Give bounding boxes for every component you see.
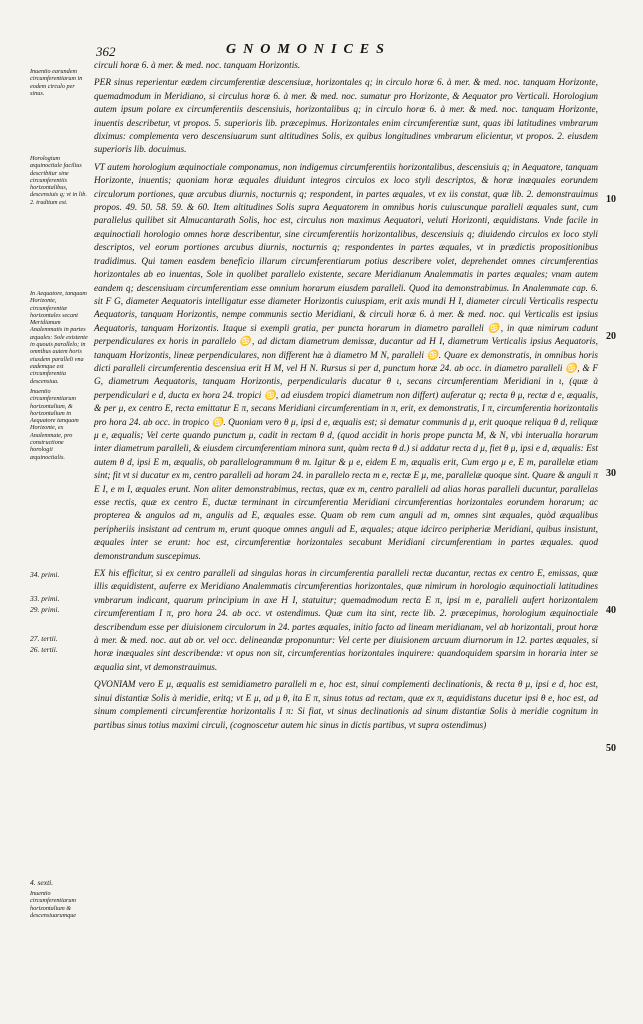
margin-reference: 27. tertii. — [30, 634, 58, 643]
margin-note: Inuentio circumferentiarum horizontalium & descensiuarumque — [30, 890, 77, 919]
margin-note: In Aequatore, tanquam Horizonte, circumferentiæ horizontales secant Meridianum Analemmatis in partes æquales: Sole existente in quouis parallelo; in omnibus autem horis eiusdem paralleli vna eademque est circumferentia descensiua. — [30, 290, 88, 385]
line-number: 30 — [606, 468, 616, 479]
margin-reference: 33. primi. — [30, 594, 60, 603]
paragraph: circuli horæ 6. à mer. & med. noc. tanquam Horizontis. — [94, 61, 301, 71]
margin-reference: 34. primi. — [30, 570, 60, 579]
margin-note: Inuentio earundem circumferentiarum in eodem circulo per sinus. — [30, 68, 83, 97]
paragraph: EX his efficitur, si ex centro paralleli ad singulas horas in circumferentia paralleli rectæ ducantur, rectas ex centro E, emissas, quæ illis æquidistent, auferre ex Meridiano Analemmatis circumferentias horizontales, quæ nimirum in horologio æquinoctiali latitudines vmbrarum indicant, quarum principium in axe H I, statuitur; quemadmodum recta E π, ipsi m e, paralleli aufert horizontalem circumferentiam I π, pro hora 24. ab occ. vt ostendimus. Quæ cum ita sint, recte lib. 2. præcepimus, horologium æquinoctiale describendum esse per diuisionem circulorum in 24. partes æquales, initio facto ad lineam meridianam, vel ab horizontali, prout horæ à mer. & med. noc. aut ab or. vel occ. delineandæ proponuntur: Vel certe per diuisionem arcuum diurnorum in 12. partes æquales, si horæ inæquales sint describendæ: vt opus non sit, circumferentias horizontales inquirere: quandoquidem sparsim in horaria inter se æqualia sint, vt demonstrauimus. — [94, 569, 598, 673]
margin-reference: 29. primi. — [30, 605, 60, 614]
margin-note: Inuentio circumferentiarum horizontalium, & horizontalium in Aequatore tanquam Horizonte, ex Analemmate, pro constructione horologii æquinoctialis. — [30, 388, 79, 461]
paragraph: PER sinus reperientur eædem circumferentiæ descensiuæ, horizontales q; in circulo horæ 6. à mer. & med. noc. tanquam Horizonte, quemadmodum in Meridiano, si circulus horæ 6. à mer. & med. noc. sumatur pro Horizonte, & Aequator pro Verticali. Horologium autem ipsum polare ex circumferentiis descensiuis, horizontalibus q; in circulo horæ 6. à mer. & med. noc. tanquam Horizonte, inuentis describetur, vt propos. 5. superioris lib. præcepimus. Horizontales enim circumferentiæ sunt, quas ibi latitudines vmbrarum diximus: complementa vero descensiuarum sunt altitudines Solis, ex quibus longitudines vmbrarum elicientur, vt propos. 2. eiusdem superioris lib. docuimus. — [94, 78, 598, 156]
margin-reference: 26. tertii. — [30, 645, 58, 654]
main-text — [94, 60, 598, 737]
running-title: GNOMONICES — [226, 42, 391, 57]
line-number: 20 — [606, 331, 616, 342]
margin-note: Horologium æquinoctiale facilius describitur sine circumferentiis horizontalibus, descensiuis q; vt in lib. 2. traditum est. — [30, 155, 87, 206]
line-number: 50 — [606, 743, 616, 754]
line-number: 40 — [606, 605, 616, 616]
line-number: 10 — [606, 194, 616, 205]
page-number: 362 — [96, 44, 116, 59]
paragraph: QVONIAM vero E μ, æqualis est semidiametro paralleli m e, hoc est, sinui complementi declinationis, & recta θ μ, ipsi e d, hoc est, sinui distantiæ Solis à meridie, eritq; vt E μ, ad μ θ, ita E π, sinus totus ad rectam, quæ ex π, æquidistans ducetur ipsi θ e, hoc est, ad sinum complementi circumferentiæ horizontalis I π: Si fiat, vt sinus declinationis ad sinum distantiæ Solis à meridie cognitum in partibus sinus totius maximi circuli, (cognoscetur autem hic sinus in dictis partibus, vt supra ostendimus) — [94, 680, 598, 731]
paragraph: VT autem horologium æquinoctiale componamus, non indigemus circumferentiis horizontalibus, descensiuis q; in Aequatore, tanquam Horizonte, inuentis; quoniam horæ æquales diuidunt integros circulos ex loco styli descriptos, & horæ inæquales eorundem circulorum portiones, quæ arcubus diurnis, nocturnis q; respondent, in partes æquales, vt ex iis constat, quæ lib. 2. demonstrauimus propos. 49. 50. 58. 59. & 60. Item altitudines Solis supra Aequatorem in omnibus horis cuiuscunque paralleli æquales sunt, cum parallelus quilibet sit Almucantarath Solis, hoc est, circulus non maximus Aequatori, veluti Horizonti, æquidistans. Vnde facile in æquinoctiali horologio omnes horæ describentur, sine circumferentiis horizontalibus, descensiuis q; diuidendo circulos ex loco styli descriptos, vel eorum portiones arcubus diurnis, nocturnis q; respondentes in partes æquales, vt in prædictis propositionibus tradidimus. Qui tamen easdem beneficio illarum circumferentiarum potius describere volet, deprehendet omnes circumferentias horizontales ab eo inuentas, Sole in quolibet parallelo existente, secare Meridianum Analemmatis in partes æquales; vnam autem eandem q; descensiuam circumferentiam esse omnium horarum eiusdem paralleli. Quod ita demonstrabimus. In Analemmate cap. 6. sit F G, diameter Aequatoris intelligatur esse diameter Horizontis cuiuspiam, erit axis mundi H I, diameter circuli Verticalis respectu Aequatoris, tanquam Horizontis, nempe communis sectio Meridiani, & circuli horæ 6. à mer. & med. noc. qui Verticalis est ipsius Aequatoris, tanquam Horizontis. Itaque si exempli gratia, per puncta horarum in diametro paralleli ♋, in quæ nimirum cadunt perpendiculares ex horis in parallelo ♋, ad dictam diametrum demissæ, ducantur ad H I, diametrum Verticalis ipsius Aequatoris, tanquam Horizontis, lineæ perpendiculares, non different hæ à diametro M N, paralleli ♋. Quare ex demonstratis, in omnibus horis dicti paralleli circumferentia descensiua erit H M, vel H N. Rursus si per d, punctum horæ 24. ab occ. in diametro paralleli ♋, & F G, diametrum Aequatoris, tanquam Horizontis, perpendicularis ducatur θ ι, secans circumferentiam Meridiani in ι, (quæ à perpendiculari e d, ducta ex hora 24. tropici ♋, ad eiusdem tropici diametrum non differt) auferatur q; recta θ μ, rectæ d e, æqualis, & per μ, ex centro E, recta emittatur E π, secans Meridiani circumferentiam in π, erit, ex demonstratis, I π, circumferentia horizontalis pro hora 24. ab occ. in tropico ♋. Quoniam vero θ μ, ipsi d e, æqualis est; si dematur communis d μ, erit quoque reliqua θ d, reliquæ μ e, æqualis; Vel certe quando punctum μ, cadit in rectam θ d, (quod accidit in horis prope puncta M, & N, vbi interualla horarum inter diametrum paralleli, & eiusdem circumferentiam minora sunt, quàm recta θ d.) si addatur recta d μ, fiet θ μ, ipsi e d, æqualis: Est autem θ d, ipsi E m, æqualis, ob parallelogrammum θ m. Igitur & μ e, eidem E m, æqualis erit, Cum ergo μ e, E m, parallelæ etiam sint; fit vt si ducatur ex m, centro paralleli ad horam 24. in parallelo recta m e, rectæ E μ, me, parallelæ quoque sint. Quare & anguli π E I, e m I, æquales erunt. Non aliter demonstrabimus, rectas, quæ ex m, centro paralleli ad alias horas paralleli ducuntur, parallelas esse rectis, quæ ex centro E, ductæ terminant in circumferentia Meridiani circumferentias horizontales eorundem horarum; ac propterea & angulos ad m, angulis ad E, æquales esse. Quam ob rem cum anguli ad m, omnes sint æquales, quòd æqualibus peripheriis insistant ad centrum m, erunt quoque omnes anguli ad E, æquales; atque idcirco peripheriæ Meridiani, quibus insistunt, æquales inter se erunt: hoc est, circumferentiæ horizontales secabunt Meridiani circumferentiam in partes æquales. quod demonstrandum suscepimus. — [94, 162, 598, 562]
margin-reference: 4. sexti. — [30, 878, 54, 887]
